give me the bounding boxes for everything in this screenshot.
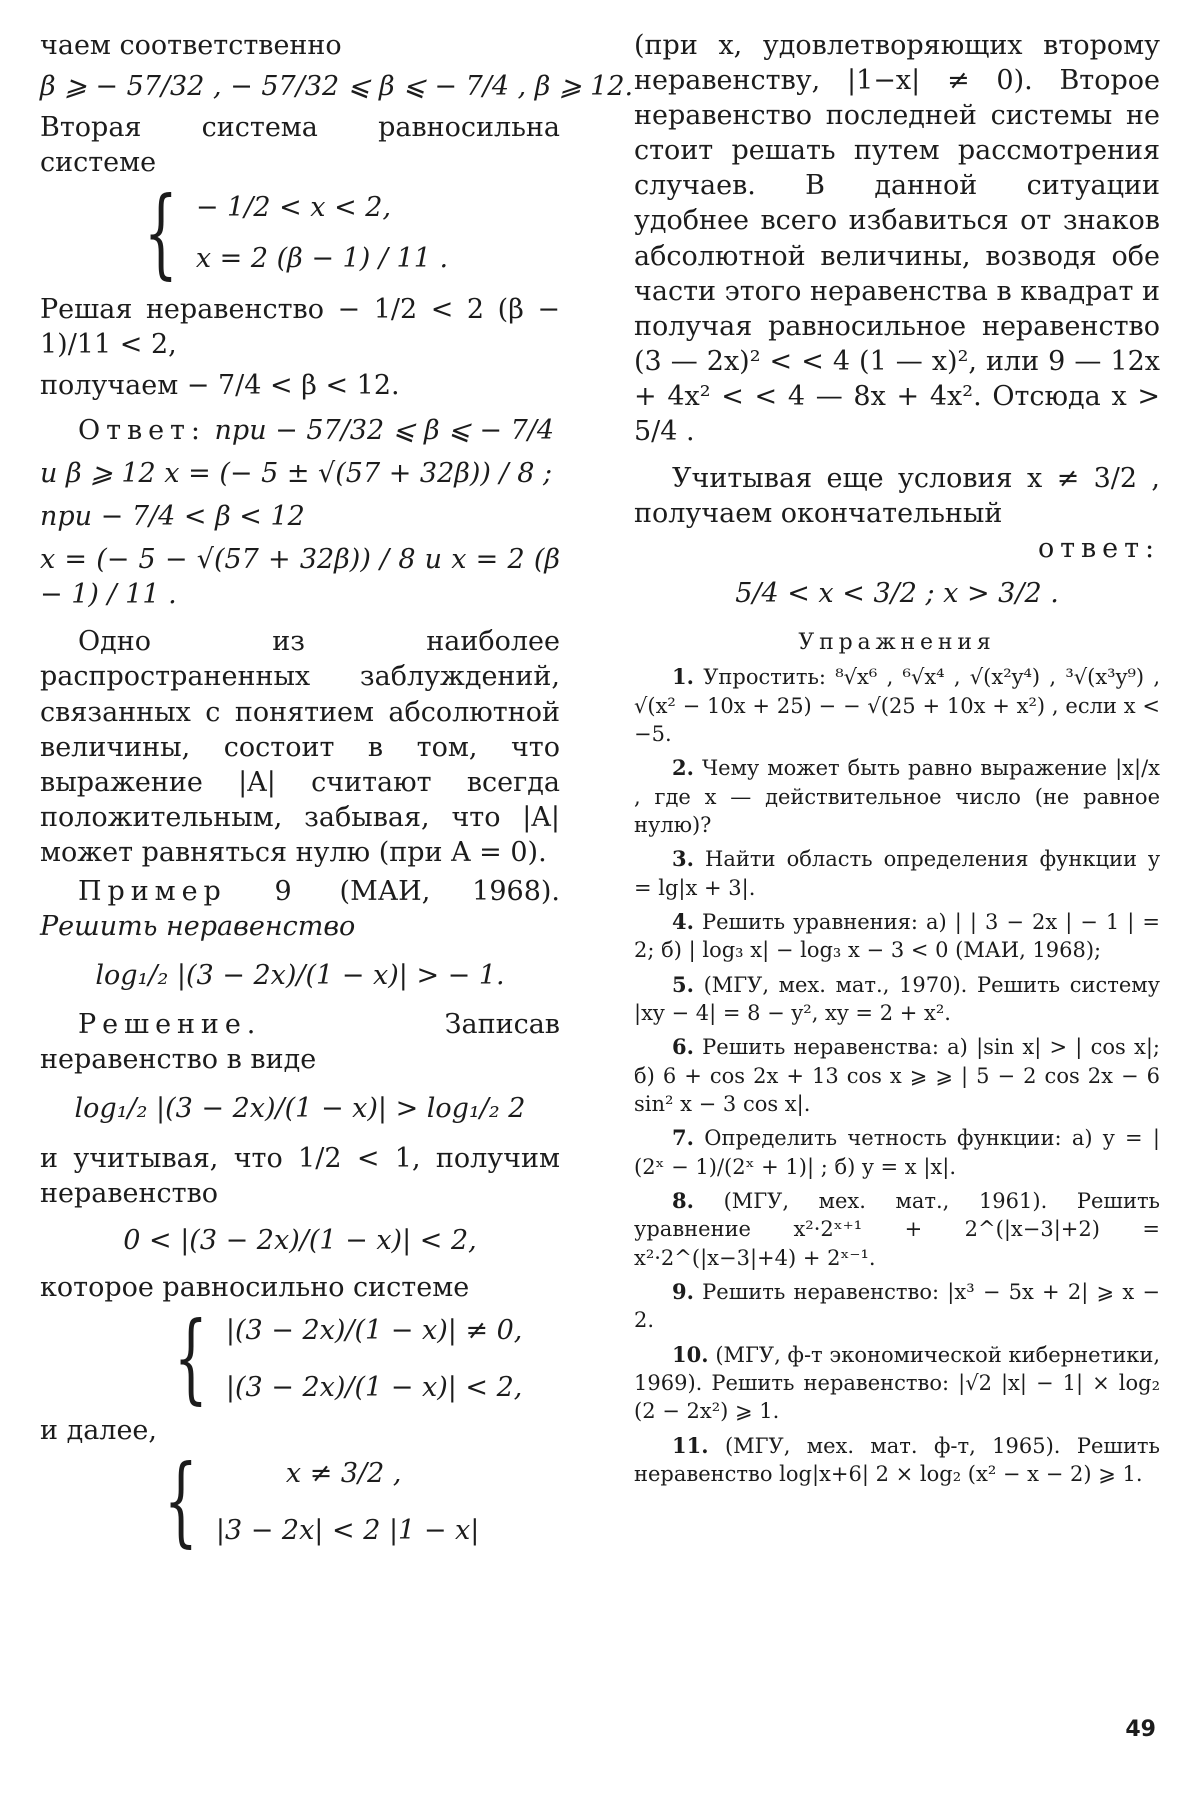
right-column xyxy=(634,28,1160,1488)
brace-icon: { xyxy=(143,176,178,290)
text-line: получаем − 7/4 < β < 12. xyxy=(40,369,400,401)
example-heading xyxy=(40,874,560,944)
paragraph: Одно из наиболее распространенных заблуждений, связанных с понятием абсолютной величины, состоит в том, что выражение |A| считают всегда положительным, забывая, что |A| может равняться нулю (при A = 0). xyxy=(40,626,560,868)
exercise-text: Решить неравенство: |x³ − 5x + 2| ⩾ x − 2. xyxy=(634,1280,1160,1333)
example-label: Пример 9 xyxy=(78,875,298,907)
exercise-number: 1. xyxy=(672,664,694,690)
brace-icon: { xyxy=(163,1444,198,1558)
formula-solution: log₁/₂ |(3 − 2x)/(1 − x)| > log₁/₂ 2 xyxy=(74,1093,526,1125)
exercises-title: Упражнения xyxy=(798,629,996,655)
answer-label: Ответ: xyxy=(78,414,206,446)
list-item xyxy=(634,754,1160,839)
formula-example: log₁/₂ |(3 − 2x)/(1 − x)| > − 1. xyxy=(95,960,505,992)
exercise-number: 9. xyxy=(672,1279,694,1305)
exercise-text: Решить уравнения: а) | | 3 − 2x | − 1 | = 2; б) | log₃ x| − log₃ x − 3 < 0 (МАИ, 1968); xyxy=(634,909,1160,963)
page-number: 49 xyxy=(1125,1717,1156,1742)
solution-heading xyxy=(40,1007,560,1077)
solution-label: Решение. xyxy=(78,1009,262,1041)
exercise-text: Найти область определения функции y = lg|x + 3|. xyxy=(634,847,1160,900)
list-item xyxy=(634,908,1160,965)
text-line: Решая неравенство − 1/2 < 2 (β − 1)/11 < 2, xyxy=(40,293,560,360)
exercise-number: 2. xyxy=(672,755,694,781)
exercise-text: (МГУ, ф-т экономической кибернетики, 1969). Решить неравенство: |√2 |x| − 1| × log₂ (2 − 2x²) ⩾ 1. xyxy=(634,1342,1160,1424)
answer-line: при − 57/32 ⩽ β ⩽ − 7/4 xyxy=(214,414,555,446)
exercise-number: 10. xyxy=(672,1341,709,1367)
system-row: |3 − 2x| < 2 |1 − x| xyxy=(215,1515,480,1547)
exercise-number: 6. xyxy=(672,1034,694,1060)
brace-icon: { xyxy=(173,1300,208,1414)
system-2 xyxy=(160,1300,523,1414)
list-item xyxy=(634,1033,1160,1118)
answer-line: при − 7/4 < β < 12 xyxy=(40,501,305,533)
text-line: Учитывая еще условия x ≠ 3/2 , получаем окончательный xyxy=(634,463,1160,530)
list-item xyxy=(634,1187,1160,1272)
formula-inequality: 0 < |(3 − 2x)/(1 − x)| < 2, xyxy=(123,1224,477,1256)
text-line: и учитывая, что 1/2 < 1, получим неравенство xyxy=(40,1142,560,1209)
exercise-text: (МГУ, мех. мат. ф-т, 1965). Решить неравенство log|x+6| 2 × log₂ (x² − x − 2) ⩾ 1. xyxy=(634,1433,1160,1487)
system-1 xyxy=(130,176,449,290)
exercise-number: 7. xyxy=(672,1125,694,1151)
system-row: x ≠ 3/2 , xyxy=(285,1458,402,1490)
exercise-text: (МГУ, мех. мат., 1970). Решить систему |xy − 4| = 8 − y², xy = 2 + x². xyxy=(634,972,1160,1025)
answer-block xyxy=(40,413,560,448)
text-line: которое равносильно системе xyxy=(40,1271,470,1303)
exercise-number: 3. xyxy=(672,846,694,872)
text-line: Вторая система равносильна системе xyxy=(40,112,560,179)
exercise-text: Чему может быть равно выражение |x|/x , где x — действительное число (не равное нулю)? xyxy=(634,756,1160,837)
exercise-text: (МГУ, мех. мат., 1961). Решить уравнение x²·2ˣ⁺¹ + 2^(|x−3|+2) = x²·2^(|x−3|+4) + 2ˣ⁻¹. xyxy=(634,1189,1160,1270)
example-source: (МАИ, 1968). xyxy=(339,875,560,907)
example-task: Решить неравенство xyxy=(40,911,356,943)
list-item xyxy=(634,1432,1160,1489)
answer-line: x = (− 5 − √(57 + 32β)) / 8 и x = 2 (β − 1) / 11 . xyxy=(40,544,560,611)
list-item xyxy=(634,663,1160,748)
exercise-text: Определить четность функции: а) y = |(2ˣ − 1)/(2ˣ + 1)| ; б) y = x |x|. xyxy=(634,1126,1160,1179)
text-line: и далее, xyxy=(40,1415,157,1447)
exercise-number: 4. xyxy=(672,908,694,934)
exercise-number: 11. xyxy=(672,1432,709,1458)
list-item xyxy=(634,1124,1160,1181)
exercise-number: 8. xyxy=(672,1188,694,1214)
exercise-number: 5. xyxy=(672,971,694,997)
system-row: x = 2 (β − 1) / 11 . xyxy=(195,243,449,275)
list-item xyxy=(634,971,1160,1028)
formula-beta-ranges: β ⩾ − 57/32 , − 57/32 ⩽ β ⩽ − 7/4 , β ⩾ 12. xyxy=(40,71,634,103)
answer-word: ответ: xyxy=(1037,533,1160,565)
exercise-text: Решить неравенства: а) |sin x| > | cos x|; б) 6 + cos 2x + 13 cos x ⩾ ⩾ | 5 − 2 cos 2x − 6 sin² x − 3 cos x|. xyxy=(634,1035,1160,1116)
exercise-text: Упростить: ⁸√x⁶ , ⁶√x⁴ , √(x²y⁴) , ³√(x³y⁹) , √(x² − 10x + 25) − − √(25 + 10x + x²) , если x < −5. xyxy=(634,665,1160,746)
text-line: чаем соответственно xyxy=(40,30,342,61)
left-column xyxy=(40,28,634,1558)
list-item xyxy=(634,1341,1160,1426)
system-row: |(3 − 2x)/(1 − x)| ≠ 0, xyxy=(225,1314,523,1346)
list-item xyxy=(634,845,1160,902)
system-row: |(3 − 2x)/(1 − x)| < 2, xyxy=(225,1372,523,1404)
list-item xyxy=(634,1278,1160,1335)
answer-line: и β ⩾ 12 x = (− 5 ± √(57 + 32β)) / 8 ; xyxy=(40,457,553,489)
answer-label-line xyxy=(634,531,1160,566)
solution-text: Записав неравенство в виде xyxy=(40,1009,560,1076)
exercise-list xyxy=(634,663,1160,1488)
system-3 xyxy=(150,1444,480,1558)
formula-final-answer: 5/4 < x < 3/2 ; x > 3/2 . xyxy=(735,578,1059,610)
system-row: − 1/2 < x < 2, xyxy=(195,191,392,223)
paragraph: (при x, удовлетворяющих второму неравенству, |1−x| ≠ 0). Второе неравенство последней системы не стоит решать путем рассмотрения случаев. В данной ситуации удобнее всего избавиться от знаков абсолютной величины, возводя обе части этого неравенства в квадрат и получая равносильное неравенство (3 — 2x)² < < 4 (1 — x)², или 9 — 12x + 4x² < < 4 — 8x + 4x². Отсюда x > 5/4 . xyxy=(634,30,1160,448)
